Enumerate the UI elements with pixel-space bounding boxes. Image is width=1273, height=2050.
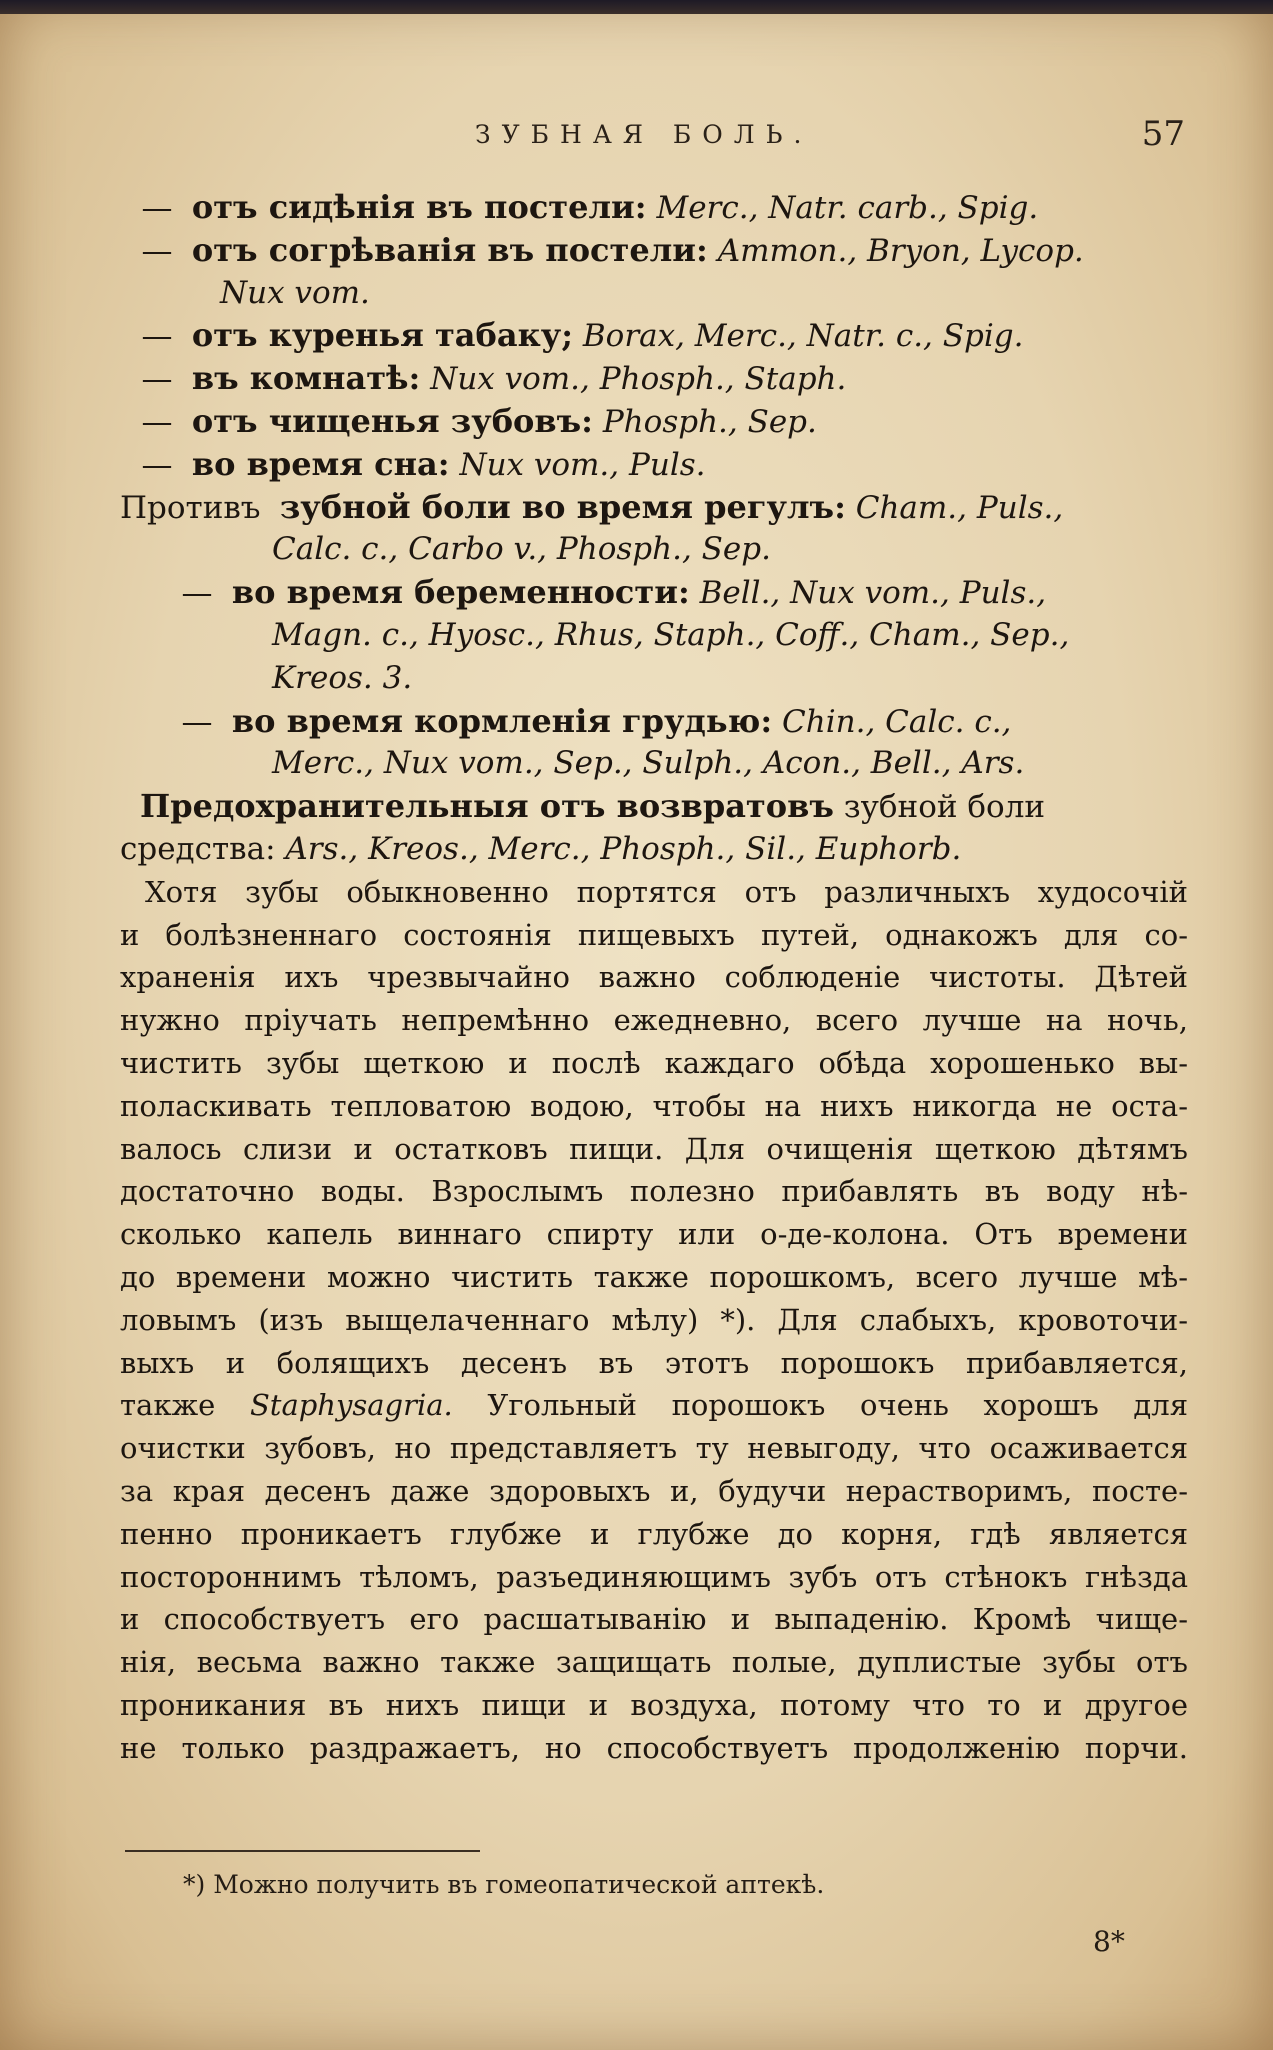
against-label: зубной боли во время регулъ:	[279, 487, 846, 526]
pregnancy-continuation: Magn. c., Hyosc., Rhus, Staph., Coff., Cham., Sep.,	[272, 616, 1070, 653]
paragraph-line: валось слизи и остатковъ пищи. Для очищенія щеткою дѣтямъ	[120, 1131, 1188, 1166]
nursing-label: во время кормленія грудью:	[231, 701, 773, 740]
footnote: *) Можно получить въ гомеопатической аптекѣ.	[183, 1870, 825, 1899]
against-line	[120, 486, 1188, 529]
paragraph-line: поласкивать тепловатою водою, чтобы на нихъ никогда не оста-	[120, 1088, 1188, 1123]
entry-label: въ комнатѣ:	[191, 359, 421, 398]
dash: —	[141, 232, 173, 269]
paragraph-line: пенно проникаетъ глубже и глубже до корня, гдѣ является	[120, 1516, 1188, 1551]
entry-line	[120, 314, 1188, 357]
nursing-remedies: Chin., Calc. c.,	[782, 703, 1012, 740]
paragraph-line: очистки зубовъ, но представляетъ ту невыгоду, что осаживается	[120, 1431, 1188, 1466]
entry-remedies: Phosph., Sep.	[602, 403, 817, 440]
paragraph-line: выхъ и болящихъ десенъ въ этотъ порошокъ прибавляется,	[120, 1345, 1188, 1380]
preventive-label: Предохранительныя отъ возвратовъ	[140, 787, 834, 826]
entry-label: отъ куренья табаку;	[191, 316, 574, 355]
paragraph-line: проникания въ нихъ пищи и воздуха, потому что то и другое	[120, 1687, 1188, 1722]
dash: —	[141, 403, 173, 440]
entry-remedies: Nux vom., Phosph., Staph.	[430, 361, 847, 398]
paragraph-line: нія, весьма важно также защищать полые, дуплистые зубы отъ	[120, 1645, 1188, 1680]
running-title: ЗУБНАЯ БОЛЬ.	[475, 120, 813, 149]
page-body	[120, 186, 1188, 1769]
pregnancy-remedies: Bell., Nux vom., Puls.,	[699, 575, 1047, 612]
entry-remedies: Nux vom., Puls.	[459, 446, 706, 483]
page-header	[120, 114, 1185, 164]
entry-label: во время сна:	[191, 444, 450, 483]
paragraph-line: сколько капель виннаго спирту или о-де-колона. Отъ времени	[120, 1217, 1188, 1252]
dash: —	[141, 446, 173, 483]
paragraph-line: за края десенъ даже здоровыхъ и, будучи нерастворимъ, посте-	[120, 1473, 1188, 1508]
against-prefix: Противъ	[120, 489, 261, 526]
nursing-line	[120, 700, 1188, 743]
preventive-remedies: Ars., Kreos., Merc., Phosph., Sil., Euphorb.	[285, 830, 962, 867]
preventive-plain: средства:	[120, 830, 276, 867]
paragraph-line: достаточно воды. Взрослымъ полезно прибавлять въ воду нѣ-	[120, 1174, 1188, 1209]
dash: —	[181, 703, 213, 740]
entry-remedies: Merc., Natr. carb., Spig.	[656, 190, 1039, 226]
entry-line	[120, 186, 1188, 229]
pregnancy-label: во время беременности:	[231, 573, 690, 612]
pregnancy-line	[120, 571, 1188, 614]
nursing-continuation: Merc., Nux vom., Sep., Sulph., Acon., Bell., Ars.	[272, 745, 1025, 782]
paragraph-line: не только раздражаетъ, но способствуетъ продолженію порчи.	[120, 1730, 1188, 1765]
paragraph-line: ловымъ (изъ выщелаченнаго мѣлу) *). Для слабыхъ, кровоточи-	[120, 1302, 1188, 1337]
paragraph-line	[120, 1384, 1188, 1427]
entry-label: отъ согрѣванія въ постели:	[191, 230, 708, 269]
dash: —	[181, 575, 213, 612]
preventive-line	[120, 785, 1188, 828]
entry-label: отъ сидѣнія въ постели:	[191, 188, 647, 226]
page-number: 57	[1141, 114, 1185, 154]
preventive-rest: зубной боли	[843, 789, 1046, 826]
against-continuation: Calc. c., Carbo v., Phosph., Sep.	[272, 531, 771, 568]
scan-edge	[0, 0, 1273, 14]
dash: —	[141, 190, 173, 226]
entry-label: отъ чищенья зубовъ:	[191, 401, 593, 440]
entry-line	[120, 443, 1188, 486]
against-remedies: Cham., Puls.,	[855, 489, 1064, 526]
signature-mark: 8*	[1093, 1925, 1125, 1958]
paragraph-line: Хотя зубы обыкновенно портятся отъ различныхъ худосочій	[145, 874, 1188, 909]
paragraph-line: и способствуетъ его расшатыванію и выпаденію. Кромѣ чище-	[120, 1602, 1188, 1637]
entry-remedies: Borax, Merc., Natr. c., Spig.	[582, 318, 1024, 355]
paragraph-line: до времени можно чистить также порошкомъ, всего лучше мѣ-	[120, 1259, 1188, 1294]
paragraph-line: храненія ихъ чрезвычайно важно соблюденіе чистоты. Дѣтей	[120, 960, 1188, 995]
paragraph-remedy: Staphysagria.	[249, 1388, 453, 1423]
entry-continuation: Nux vom.	[220, 274, 370, 311]
entry-line	[120, 400, 1188, 443]
paragraph-word: Угольный порошокъ очень хорошъ для	[487, 1388, 1188, 1423]
entry-line	[120, 229, 1188, 272]
dash: —	[141, 361, 173, 398]
paragraph-line: и болѣзненнаго состоянія пищевыхъ путей, однакожъ для со-	[120, 917, 1188, 952]
entry-line	[120, 357, 1188, 400]
paragraph-line: нужно пріучать непремѣнно ежедневно, всего лучше на ночь,	[120, 1003, 1188, 1038]
paragraph-word: также	[120, 1388, 216, 1423]
pregnancy-continuation: Kreos. 3.	[272, 659, 413, 696]
paragraph-line: чистить зубы щеткою и послѣ каждаго обѣда хорошенько вы-	[120, 1045, 1188, 1080]
footnote-rule	[125, 1850, 480, 1852]
preventive-line-2	[120, 828, 1188, 871]
dash: —	[141, 318, 173, 355]
entry-remedies: Ammon., Bryon, Lycop.	[717, 232, 1084, 269]
paragraph-line: постороннимъ тѣломъ, разъединяющимъ зубъ отъ стѣнокъ гнѣзда	[120, 1559, 1188, 1594]
